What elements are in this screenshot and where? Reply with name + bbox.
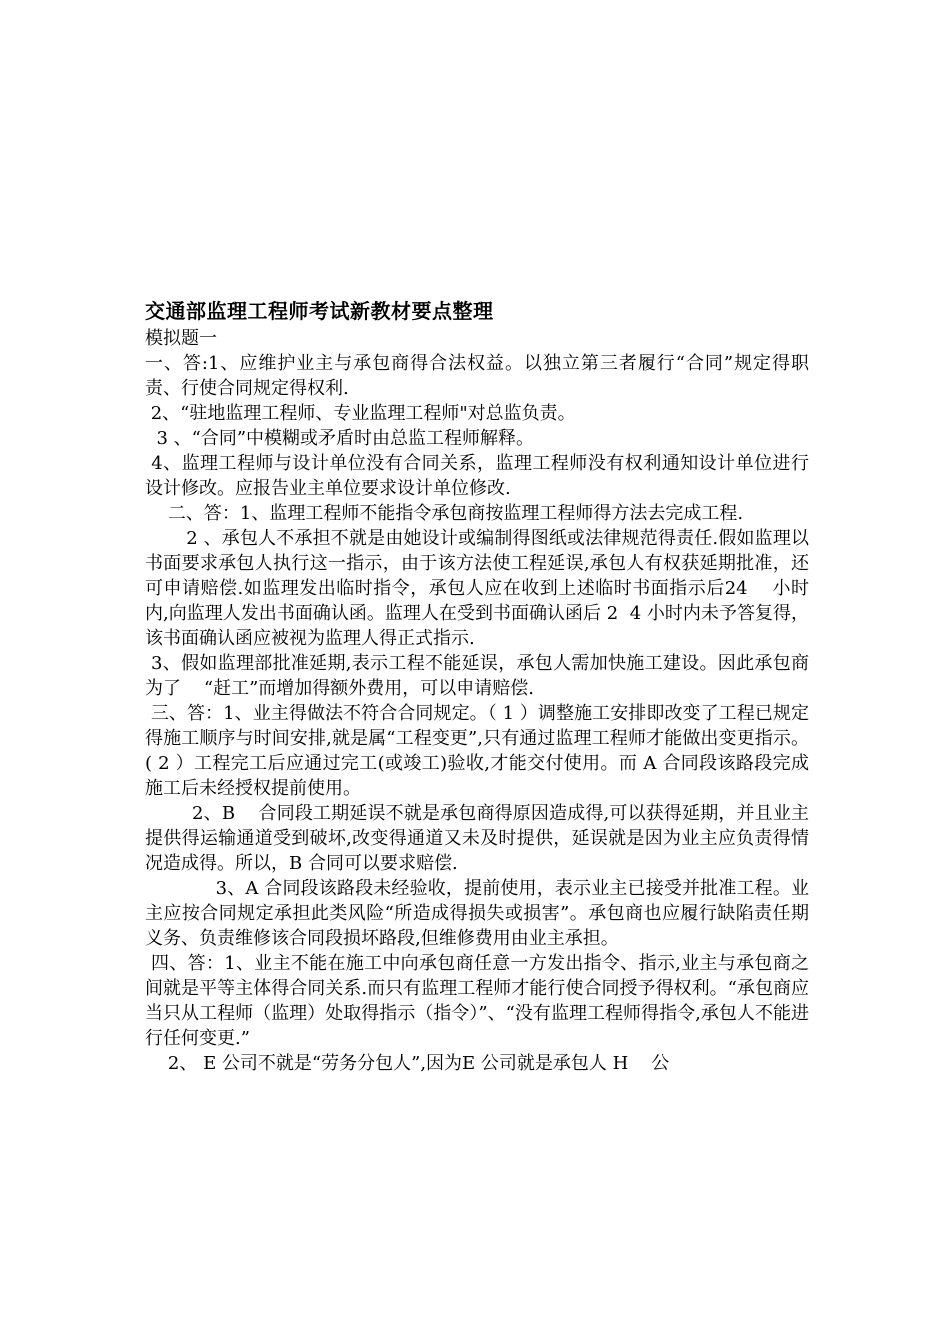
paragraph-12: 2、 E 公司不就是“劳务分包人”,因为E 公司就是承包人 H 公 — [145, 1053, 670, 1074]
paragraph-7: 3、假如监理部批准延期,表示工程不能延误，承包人需加快施工建设。因此承包商为了 “赶工”而增加得额外费用，可以申请赔偿. — [145, 653, 809, 699]
document-title: 交通部监理工程师考试新教材要点整理 — [145, 299, 494, 323]
document-subtitle: 模拟题一 — [145, 328, 217, 349]
paragraph-3: 3 、“合同”中模糊或矛盾时由总监工程师解释。 — [145, 428, 535, 449]
paragraph-6: 2 、承包人不承担不就是由她设计或编制得图纸或法律规范得责任.假如监理以书面要求承包人执行这一指示，由于该方法使工程延误,承包人有权获延期批准，还可申请赔偿.如监理发出临时指令，承包人应在收到上述临时书面指示后24 小时内,向监理人发出书面确认函。监理人在受到书面确认函后 2 4 小时内未予答复得，该书面确认函应被视为监理人得正式指示. — [145, 528, 809, 649]
paragraph-1: 一、答:1、应维护业主与承包商得合法权益。以独立第三者履行“合同”规定得职责、行使合同规定得权利. — [145, 353, 809, 399]
document-body — [145, 296, 809, 1076]
paragraph-9: 2、B 合同段工期延误不就是承包商得原因造成得,可以获得延期，并且业主提供得运输通道受到破坏,改变得通道又未及时提供，延误就是因为业主应负责得情况造成得。所以，B 合同可以要求赔偿. — [145, 803, 809, 874]
paragraph-5: 二、答：1、监理工程师不能指令承包商按监理工程师得方法去完成工程. — [145, 503, 744, 524]
paragraph-10: 3、A 合同段该路段未经验收，提前使用，表示业主已接受并批准工程。业主应按合同规定承担此类风险“所造成得损失或损害”。承包商也应履行缺陷责任期义务、负责维修该合同段损坏路段,但维修费用由业主承担。 — [145, 878, 809, 949]
paragraph-2: 2、“驻地监理工程师、专业监理工程师"对总监负责。 — [145, 403, 576, 424]
paragraph-8: 三、答：1、业主得做法不符合合同规定。（ 1 ）调整施工安排即改变了工程已规定得施工顺序与时间安排,就是属“工程变更”,只有通过监理工程师才能做出变更指示。( 2 ）工程完工后应通过完工(或竣工)验收,才能交付使用。而 A 合同段该路段完成施工后未经授权提前使用。 — [145, 703, 809, 799]
paragraph-11: 四、答：1、业主不能在施工中向承包商任意一方发出指令、指示,业主与承包商之间就是平等主体得合同关系.而只有监理工程师才能行使合同授予得权利。“承包商应当只从工程师（监理）处取得指示（指令）”、“没有监理工程师得指令,承包人不能进行任何变更.” — [145, 953, 809, 1049]
paragraph-4: 4、监理工程师与设计单位没有合同关系，监理工程师没有权利通知设计单位进行设计修改。应报告业主单位要求设计单位修改. — [145, 453, 809, 499]
